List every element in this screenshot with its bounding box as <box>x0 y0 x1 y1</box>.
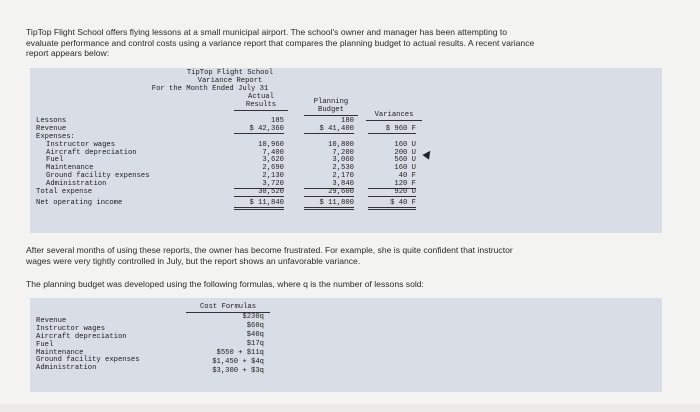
variance-cell: $ 40 F <box>368 200 416 210</box>
col-actual-header-1: Actual <box>248 93 274 101</box>
formula-label: Maintenance <box>36 348 84 357</box>
formula-values <box>186 314 264 377</box>
formula-value: $1,450 + $4q <box>212 358 264 366</box>
formula-labels <box>36 318 196 373</box>
col-plan-header-2: Budget <box>304 107 358 116</box>
formula-value: $230q <box>242 313 264 321</box>
row-label: Maintenance <box>46 164 94 173</box>
actual-cell: 10,960 <box>258 140 284 149</box>
plan-cell: $ 41,400 <box>304 126 354 134</box>
formula-label: Instructor wages <box>36 324 106 333</box>
planning-budget-column <box>304 118 354 210</box>
plan-cell: 3,840 <box>304 181 354 189</box>
variances-column <box>368 118 416 210</box>
col-actual-header-2: Results <box>234 102 288 111</box>
report-row-labels <box>36 118 236 208</box>
intro-line-3: report appears below: <box>26 48 110 58</box>
plan-cell: 29,600 <box>304 189 354 197</box>
actual-cell: 7,400 <box>262 148 284 157</box>
actual-cell: 2,690 <box>262 164 284 173</box>
intro-paragraph <box>26 27 534 59</box>
formula-label: Administration <box>36 364 97 373</box>
middle-line-1: After several months of using these reports, the owner has become frustrated. For example, she is quite confident that instructor <box>26 245 513 255</box>
intro-line-1: TipTop Flight School offers flying lessons at a small municipal airport. The school's owner and manager has been attempting to <box>26 27 508 37</box>
plan-cell: 3,060 <box>332 156 354 165</box>
actual-cell: $ 11,840 <box>234 200 284 210</box>
actual-cell: 185 <box>271 117 284 125</box>
actual-cell: $ 42,360 <box>234 126 284 134</box>
variance-cell: 40 F <box>398 172 416 181</box>
variance-cell: 200 U <box>394 148 416 157</box>
variance-cell: 160 U <box>394 140 416 149</box>
col-variance-header: Variances <box>366 112 422 121</box>
variance-cell: 120 F <box>368 181 416 189</box>
variance-cell: $ 960 F <box>368 126 416 134</box>
col-plan-header-1: Planning <box>313 98 349 106</box>
formula-value: $550 + $11q <box>216 349 264 357</box>
formula-value: $3,300 + $3q <box>212 367 264 375</box>
formula-value: $40q <box>246 331 264 339</box>
variance-cell: 560 U <box>394 156 416 165</box>
row-label: Fuel <box>46 156 64 165</box>
plan-cell: $ 11,800 <box>304 200 354 210</box>
plan-cell: 10,800 <box>328 140 354 149</box>
variance-cell: 920 U <box>368 189 416 197</box>
formula-intro: The planning budget was developed using the following formulas, where q is the number of lessons sold: <box>26 279 424 289</box>
formula-label: Revenue <box>36 317 67 325</box>
formula-label: Aircraft depreciation <box>36 332 127 341</box>
formula-value: $17q <box>246 340 264 348</box>
row-label: Total expense <box>36 188 93 197</box>
middle-line-2: wages were very tightly controlled in July, but the report shows an unfavorable variance. <box>26 255 361 266</box>
report-subtitle: Variance Report <box>197 77 263 85</box>
plan-cell: 7,200 <box>332 148 354 157</box>
plan-cell: 2,530 <box>332 164 354 173</box>
variance-cell: 160 U <box>394 164 416 173</box>
actual-cell: 2,130 <box>262 172 284 181</box>
row-label: Lessons <box>36 117 67 125</box>
formula-value: $60q <box>246 322 264 330</box>
plan-cell: 2,170 <box>332 172 354 181</box>
actual-cell: 3,720 <box>234 181 284 189</box>
formula-label: Ground facility expenses <box>36 356 140 365</box>
row-label: Net operating income <box>36 198 123 207</box>
report-period: For the Month Ended July 31 <box>151 85 269 93</box>
middle-paragraph <box>26 245 513 266</box>
row-label: Ground facility expenses <box>46 172 150 181</box>
actual-results-column <box>234 118 284 210</box>
row-label: Revenue <box>36 124 67 133</box>
bottom-edge <box>0 404 700 412</box>
report-title: TipTop Flight School <box>186 69 274 77</box>
row-label: Instructor wages <box>46 140 116 149</box>
actual-cell: 3,620 <box>262 156 284 165</box>
plan-cell: 180 <box>341 117 354 125</box>
intro-line-2: evaluate performance and control costs using a variance report that compares the planning budget to actual results. A recent variance <box>26 37 535 48</box>
row-label: Aircraft depreciation <box>46 148 137 157</box>
formula-label: Fuel <box>36 340 54 349</box>
cost-formulas-header: Cost Formulas <box>186 304 270 313</box>
row-label: Expenses: <box>36 132 75 141</box>
actual-cell: 30,520 <box>234 189 284 197</box>
row-label: Administration <box>46 180 107 189</box>
